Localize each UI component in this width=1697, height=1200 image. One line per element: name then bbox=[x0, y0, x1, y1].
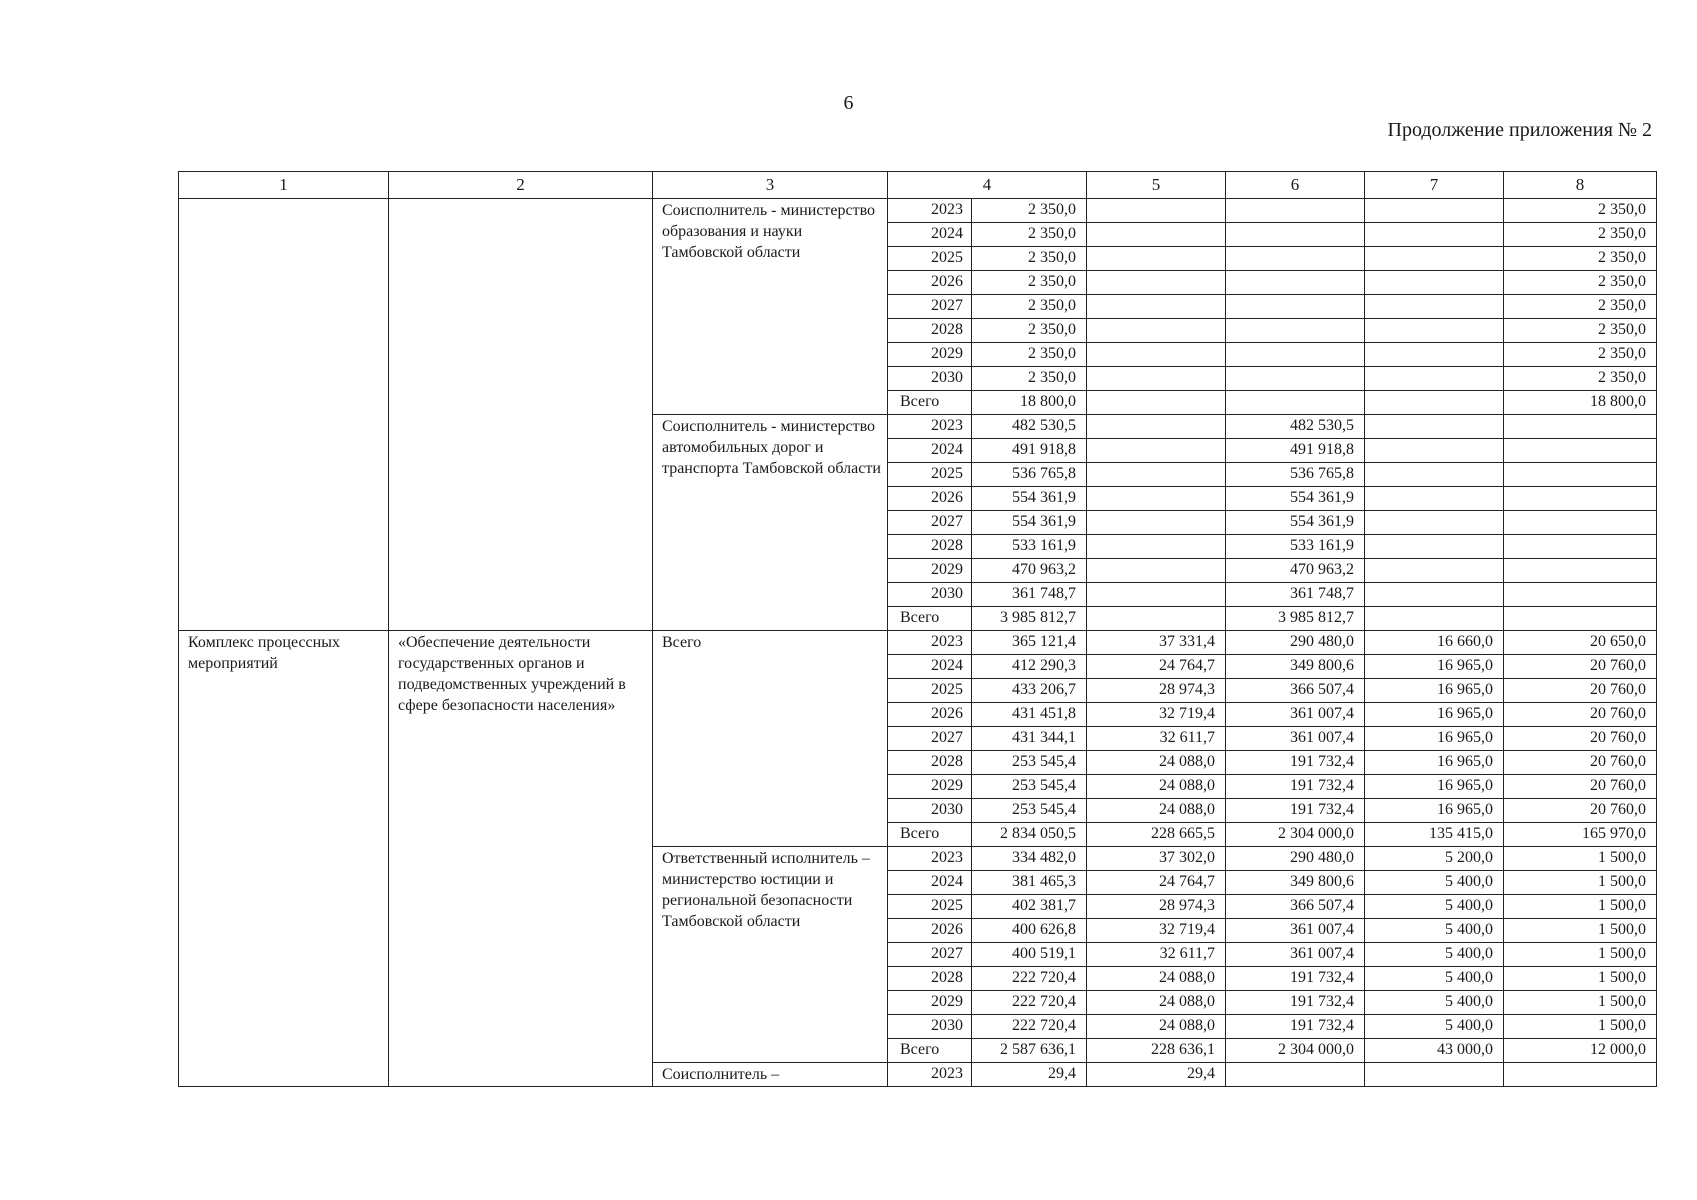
amount-cell: 400 519,1 bbox=[972, 943, 1087, 967]
executor-cell: Соисполнитель - министерство образования и науки Тамбовской области bbox=[653, 199, 888, 415]
amount-cell: 32 611,7 bbox=[1087, 727, 1226, 751]
executor-cell: Ответственный исполнитель – министерство юстиции и региональной безопасности Тамбовской области bbox=[653, 847, 888, 1063]
amount-cell: 536 765,8 bbox=[972, 463, 1087, 487]
amount-cell: 228 636,1 bbox=[1087, 1039, 1226, 1063]
amount-cell: 29,4 bbox=[1087, 1063, 1226, 1087]
amount-cell bbox=[1087, 271, 1226, 295]
amount-cell bbox=[1365, 199, 1504, 223]
amount-cell bbox=[1087, 247, 1226, 271]
amount-cell: 16 965,0 bbox=[1365, 799, 1504, 823]
amount-cell: 32 611,7 bbox=[1087, 943, 1226, 967]
year-cell: 2030 bbox=[888, 367, 972, 391]
amount-cell bbox=[1226, 367, 1365, 391]
amount-cell: 191 732,4 bbox=[1226, 967, 1365, 991]
amount-cell bbox=[1087, 583, 1226, 607]
amount-cell: 2 350,0 bbox=[1504, 319, 1657, 343]
amount-cell: 5 400,0 bbox=[1365, 895, 1504, 919]
appendix-continuation-label: Продолжение приложения № 2 bbox=[1387, 119, 1652, 141]
amount-cell: 366 507,4 bbox=[1226, 895, 1365, 919]
amount-cell bbox=[1087, 535, 1226, 559]
year-cell: 2026 bbox=[888, 271, 972, 295]
amount-cell: 20 760,0 bbox=[1504, 655, 1657, 679]
year-cell: 2025 bbox=[888, 679, 972, 703]
amount-cell: 2 350,0 bbox=[972, 271, 1087, 295]
amount-cell: 290 480,0 bbox=[1226, 631, 1365, 655]
column-header: 4 bbox=[888, 172, 1087, 199]
amount-cell: 24 088,0 bbox=[1087, 991, 1226, 1015]
amount-cell: 2 350,0 bbox=[972, 343, 1087, 367]
year-cell: 2023 bbox=[888, 199, 972, 223]
year-cell: 2026 bbox=[888, 919, 972, 943]
column-header: 2 bbox=[389, 172, 653, 199]
amount-cell: 5 400,0 bbox=[1365, 967, 1504, 991]
amount-cell: 37 331,4 bbox=[1087, 631, 1226, 655]
amount-cell: 1 500,0 bbox=[1504, 895, 1657, 919]
amount-cell bbox=[1365, 439, 1504, 463]
amount-cell bbox=[1365, 415, 1504, 439]
year-cell: 2027 bbox=[888, 727, 972, 751]
amount-cell: 135 415,0 bbox=[1365, 823, 1504, 847]
amount-cell bbox=[1365, 511, 1504, 535]
amount-cell: 43 000,0 bbox=[1365, 1039, 1504, 1063]
amount-cell bbox=[1365, 223, 1504, 247]
year-cell: 2025 bbox=[888, 463, 972, 487]
amount-cell: 533 161,9 bbox=[1226, 535, 1365, 559]
amount-cell: 1 500,0 bbox=[1504, 943, 1657, 967]
column-header: 5 bbox=[1087, 172, 1226, 199]
amount-cell: 16 660,0 bbox=[1365, 631, 1504, 655]
amount-cell: 482 530,5 bbox=[1226, 415, 1365, 439]
amount-cell: 5 400,0 bbox=[1365, 991, 1504, 1015]
table-row bbox=[179, 199, 1657, 223]
amount-cell: 16 965,0 bbox=[1365, 727, 1504, 751]
amount-cell: 554 361,9 bbox=[1226, 511, 1365, 535]
amount-cell bbox=[1504, 535, 1657, 559]
amount-cell bbox=[1226, 295, 1365, 319]
amount-cell: 536 765,8 bbox=[1226, 463, 1365, 487]
year-cell: 2028 bbox=[888, 535, 972, 559]
amount-cell: 191 732,4 bbox=[1226, 1015, 1365, 1039]
amount-cell: 222 720,4 bbox=[972, 1015, 1087, 1039]
amount-cell: 2 350,0 bbox=[972, 247, 1087, 271]
amount-cell bbox=[1087, 607, 1226, 631]
amount-cell: 1 500,0 bbox=[1504, 1015, 1657, 1039]
amount-cell bbox=[1226, 391, 1365, 415]
amount-cell: 28 974,3 bbox=[1087, 895, 1226, 919]
year-cell: 2028 bbox=[888, 751, 972, 775]
amount-cell: 3 985 812,7 bbox=[1226, 607, 1365, 631]
table-body bbox=[179, 172, 1657, 1087]
amount-cell bbox=[1365, 367, 1504, 391]
amount-cell: 16 965,0 bbox=[1365, 751, 1504, 775]
amount-cell: 2 304 000,0 bbox=[1226, 823, 1365, 847]
amount-cell: 1 500,0 bbox=[1504, 967, 1657, 991]
amount-cell bbox=[1226, 247, 1365, 271]
amount-cell: 2 350,0 bbox=[1504, 223, 1657, 247]
amount-cell: 5 400,0 bbox=[1365, 943, 1504, 967]
column-header: 7 bbox=[1365, 172, 1504, 199]
amount-cell: 191 732,4 bbox=[1226, 775, 1365, 799]
amount-cell: 191 732,4 bbox=[1226, 751, 1365, 775]
year-cell: 2026 bbox=[888, 487, 972, 511]
amount-cell: 12 000,0 bbox=[1504, 1039, 1657, 1063]
section-name-cell: «Обеспечение деятельности государственных органов и подведомственных учреждений в сфере безопасности населения» bbox=[389, 631, 653, 1087]
amount-cell bbox=[1087, 295, 1226, 319]
amount-cell bbox=[1087, 199, 1226, 223]
amount-cell: 24 088,0 bbox=[1087, 1015, 1226, 1039]
amount-cell: 2 350,0 bbox=[972, 199, 1087, 223]
amount-cell: 253 545,4 bbox=[972, 751, 1087, 775]
amount-cell: 1 500,0 bbox=[1504, 991, 1657, 1015]
amount-cell: 222 720,4 bbox=[972, 967, 1087, 991]
amount-cell: 24 088,0 bbox=[1087, 751, 1226, 775]
amount-cell: 2 350,0 bbox=[1504, 199, 1657, 223]
amount-cell: 470 963,2 bbox=[1226, 559, 1365, 583]
amount-cell: 412 290,3 bbox=[972, 655, 1087, 679]
amount-cell: 191 732,4 bbox=[1226, 799, 1365, 823]
year-cell: 2026 bbox=[888, 703, 972, 727]
amount-cell: 402 381,7 bbox=[972, 895, 1087, 919]
amount-cell: 2 350,0 bbox=[972, 319, 1087, 343]
amount-cell: 20 760,0 bbox=[1504, 727, 1657, 751]
year-cell: 2024 bbox=[888, 655, 972, 679]
year-cell: 2028 bbox=[888, 967, 972, 991]
amount-cell: 24 088,0 bbox=[1087, 775, 1226, 799]
section-name-cell bbox=[389, 199, 653, 631]
amount-cell: 20 760,0 bbox=[1504, 703, 1657, 727]
amount-cell bbox=[1365, 343, 1504, 367]
amount-cell: 361 007,4 bbox=[1226, 943, 1365, 967]
amount-cell bbox=[1365, 583, 1504, 607]
budget-table bbox=[178, 171, 1657, 1087]
amount-cell: 18 800,0 bbox=[972, 391, 1087, 415]
year-cell: 2027 bbox=[888, 943, 972, 967]
executor-cell: Всего bbox=[653, 631, 888, 847]
amount-cell bbox=[1504, 439, 1657, 463]
amount-cell: 2 834 050,5 bbox=[972, 823, 1087, 847]
amount-cell bbox=[1365, 487, 1504, 511]
amount-cell bbox=[1365, 271, 1504, 295]
amount-cell bbox=[1504, 487, 1657, 511]
amount-cell: 222 720,4 bbox=[972, 991, 1087, 1015]
amount-cell: 16 965,0 bbox=[1365, 655, 1504, 679]
executor-cell: Соисполнитель - министерство автомобильных дорог и транспорта Тамбовской области bbox=[653, 415, 888, 631]
amount-cell bbox=[1226, 199, 1365, 223]
amount-cell: 2 350,0 bbox=[1504, 247, 1657, 271]
year-cell: Всего bbox=[888, 823, 972, 847]
amount-cell bbox=[1087, 223, 1226, 247]
amount-cell: 28 974,3 bbox=[1087, 679, 1226, 703]
year-cell: 2029 bbox=[888, 559, 972, 583]
amount-cell: 491 918,8 bbox=[1226, 439, 1365, 463]
amount-cell: 361 007,4 bbox=[1226, 703, 1365, 727]
table-row bbox=[179, 631, 1657, 655]
amount-cell: 16 965,0 bbox=[1365, 775, 1504, 799]
column-header: 1 bbox=[179, 172, 389, 199]
year-cell: 2030 bbox=[888, 799, 972, 823]
amount-cell bbox=[1365, 1063, 1504, 1087]
amount-cell bbox=[1365, 607, 1504, 631]
amount-cell bbox=[1504, 1063, 1657, 1087]
amount-cell: 29,4 bbox=[972, 1063, 1087, 1087]
amount-cell bbox=[1365, 391, 1504, 415]
amount-cell bbox=[1365, 247, 1504, 271]
amount-cell bbox=[1504, 463, 1657, 487]
amount-cell: 361 748,7 bbox=[972, 583, 1087, 607]
column-header: 6 bbox=[1226, 172, 1365, 199]
amount-cell bbox=[1365, 463, 1504, 487]
year-cell: 2023 bbox=[888, 847, 972, 871]
year-cell: Всего bbox=[888, 607, 972, 631]
amount-cell bbox=[1087, 343, 1226, 367]
year-cell: 2023 bbox=[888, 631, 972, 655]
amount-cell: 228 665,5 bbox=[1087, 823, 1226, 847]
amount-cell bbox=[1087, 559, 1226, 583]
amount-cell: 18 800,0 bbox=[1504, 391, 1657, 415]
amount-cell bbox=[1365, 295, 1504, 319]
amount-cell bbox=[1226, 1063, 1365, 1087]
year-cell: 2030 bbox=[888, 583, 972, 607]
year-cell: Всего bbox=[888, 1039, 972, 1063]
amount-cell: 2 350,0 bbox=[1504, 271, 1657, 295]
amount-cell bbox=[1087, 511, 1226, 535]
amount-cell: 5 400,0 bbox=[1365, 919, 1504, 943]
page-number: 6 bbox=[843, 92, 854, 114]
amount-cell: 5 400,0 bbox=[1365, 1015, 1504, 1039]
year-cell: 2023 bbox=[888, 1063, 972, 1087]
year-cell: 2027 bbox=[888, 511, 972, 535]
amount-cell bbox=[1226, 271, 1365, 295]
year-cell: 2025 bbox=[888, 247, 972, 271]
amount-cell: 361 007,4 bbox=[1226, 919, 1365, 943]
amount-cell: 533 161,9 bbox=[972, 535, 1087, 559]
column-header: 3 bbox=[653, 172, 888, 199]
amount-cell bbox=[1087, 391, 1226, 415]
section-type-cell: Комплекс процессных мероприятий bbox=[179, 631, 389, 1087]
year-cell: 2025 bbox=[888, 895, 972, 919]
amount-cell: 2 350,0 bbox=[1504, 295, 1657, 319]
section-type-cell bbox=[179, 199, 389, 631]
amount-cell bbox=[1504, 583, 1657, 607]
amount-cell: 554 361,9 bbox=[972, 511, 1087, 535]
amount-cell: 253 545,4 bbox=[972, 775, 1087, 799]
amount-cell bbox=[1504, 559, 1657, 583]
amount-cell: 2 350,0 bbox=[1504, 367, 1657, 391]
amount-cell: 290 480,0 bbox=[1226, 847, 1365, 871]
amount-cell bbox=[1504, 511, 1657, 535]
amount-cell: 381 465,3 bbox=[972, 871, 1087, 895]
amount-cell: 361 007,4 bbox=[1226, 727, 1365, 751]
amount-cell: 5 200,0 bbox=[1365, 847, 1504, 871]
year-cell: 2029 bbox=[888, 991, 972, 1015]
amount-cell: 253 545,4 bbox=[972, 799, 1087, 823]
amount-cell bbox=[1087, 367, 1226, 391]
amount-cell: 191 732,4 bbox=[1226, 991, 1365, 1015]
year-cell: 2028 bbox=[888, 319, 972, 343]
amount-cell: 32 719,4 bbox=[1087, 919, 1226, 943]
amount-cell: 349 800,6 bbox=[1226, 655, 1365, 679]
year-cell: 2029 bbox=[888, 775, 972, 799]
amount-cell: 2 350,0 bbox=[1504, 343, 1657, 367]
amount-cell: 16 965,0 bbox=[1365, 703, 1504, 727]
amount-cell: 470 963,2 bbox=[972, 559, 1087, 583]
amount-cell: 366 507,4 bbox=[1226, 679, 1365, 703]
amount-cell: 37 302,0 bbox=[1087, 847, 1226, 871]
amount-cell: 24 088,0 bbox=[1087, 967, 1226, 991]
amount-cell: 20 760,0 bbox=[1504, 679, 1657, 703]
amount-cell: 5 400,0 bbox=[1365, 871, 1504, 895]
amount-cell bbox=[1226, 223, 1365, 247]
amount-cell: 482 530,5 bbox=[972, 415, 1087, 439]
year-cell: 2023 bbox=[888, 415, 972, 439]
amount-cell: 431 451,8 bbox=[972, 703, 1087, 727]
column-header: 8 bbox=[1504, 172, 1657, 199]
amount-cell: 2 350,0 bbox=[972, 223, 1087, 247]
amount-cell bbox=[1087, 487, 1226, 511]
year-cell: 2029 bbox=[888, 343, 972, 367]
amount-cell bbox=[1504, 607, 1657, 631]
table-header-row bbox=[179, 172, 1657, 199]
amount-cell bbox=[1226, 343, 1365, 367]
amount-cell: 20 760,0 bbox=[1504, 775, 1657, 799]
amount-cell: 20 650,0 bbox=[1504, 631, 1657, 655]
amount-cell: 2 350,0 bbox=[972, 367, 1087, 391]
amount-cell: 1 500,0 bbox=[1504, 919, 1657, 943]
amount-cell: 2 587 636,1 bbox=[972, 1039, 1087, 1063]
amount-cell: 32 719,4 bbox=[1087, 703, 1226, 727]
amount-cell: 431 344,1 bbox=[972, 727, 1087, 751]
amount-cell bbox=[1365, 319, 1504, 343]
amount-cell: 491 918,8 bbox=[972, 439, 1087, 463]
amount-cell: 400 626,8 bbox=[972, 919, 1087, 943]
year-cell: 2027 bbox=[888, 295, 972, 319]
executor-cell: Соисполнитель – bbox=[653, 1063, 888, 1087]
amount-cell: 361 748,7 bbox=[1226, 583, 1365, 607]
amount-cell: 24 764,7 bbox=[1087, 871, 1226, 895]
year-cell: 2024 bbox=[888, 223, 972, 247]
amount-cell bbox=[1087, 415, 1226, 439]
year-cell: 2024 bbox=[888, 439, 972, 463]
amount-cell: 2 350,0 bbox=[972, 295, 1087, 319]
year-cell: Всего bbox=[888, 391, 972, 415]
amount-cell: 554 361,9 bbox=[972, 487, 1087, 511]
amount-cell: 433 206,7 bbox=[972, 679, 1087, 703]
amount-cell: 349 800,6 bbox=[1226, 871, 1365, 895]
amount-cell: 165 970,0 bbox=[1504, 823, 1657, 847]
year-cell: 2030 bbox=[888, 1015, 972, 1039]
amount-cell: 3 985 812,7 bbox=[972, 607, 1087, 631]
amount-cell bbox=[1087, 319, 1226, 343]
amount-cell: 334 482,0 bbox=[972, 847, 1087, 871]
amount-cell bbox=[1504, 415, 1657, 439]
amount-cell: 1 500,0 bbox=[1504, 871, 1657, 895]
amount-cell bbox=[1365, 535, 1504, 559]
amount-cell bbox=[1087, 463, 1226, 487]
amount-cell: 2 304 000,0 bbox=[1226, 1039, 1365, 1063]
amount-cell bbox=[1365, 559, 1504, 583]
year-cell: 2024 bbox=[888, 871, 972, 895]
amount-cell: 365 121,4 bbox=[972, 631, 1087, 655]
amount-cell: 554 361,9 bbox=[1226, 487, 1365, 511]
amount-cell: 16 965,0 bbox=[1365, 679, 1504, 703]
amount-cell: 20 760,0 bbox=[1504, 799, 1657, 823]
amount-cell: 24 088,0 bbox=[1087, 799, 1226, 823]
amount-cell: 20 760,0 bbox=[1504, 751, 1657, 775]
amount-cell: 24 764,7 bbox=[1087, 655, 1226, 679]
amount-cell: 1 500,0 bbox=[1504, 847, 1657, 871]
amount-cell bbox=[1226, 319, 1365, 343]
amount-cell bbox=[1087, 439, 1226, 463]
